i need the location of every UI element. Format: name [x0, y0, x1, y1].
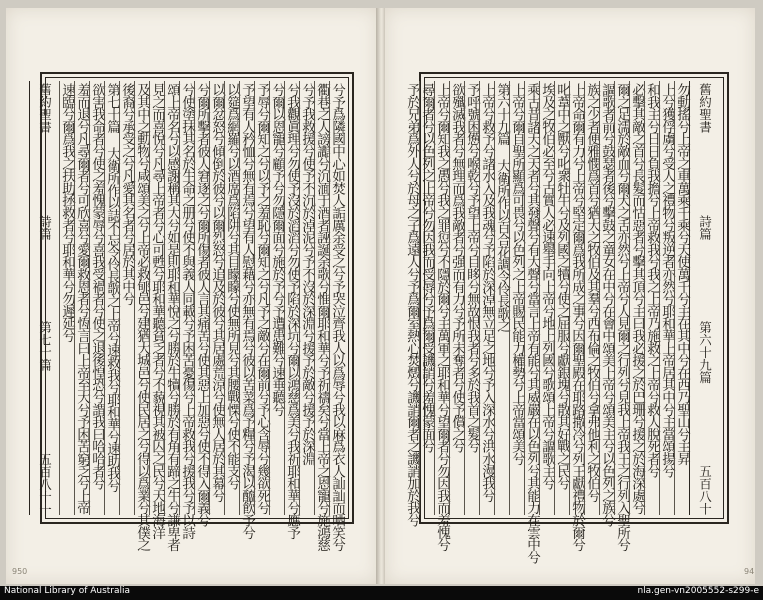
left-page: [6, 8, 378, 584]
text-column: 尋爾者兮以色列之上帝兮勿因我而受辱兮予爲爾受譏誚兮羞愧蒙面兮: [419, 81, 434, 515]
text-column: 頌上帝名兮以感謝稱其大兮如是則耶和華悅之兮勝於牛犢兮勝於有角有蹄之牛兮謙卑者: [164, 83, 180, 551]
left-margin-column: [29, 81, 59, 515]
text-column: 乘古昔諸天之天者兮其發聲兮有大聲兮當言上帝有能兮其威嚴在以色列兮其能力在雲中兮: [524, 83, 540, 563]
right-page: [385, 8, 755, 584]
text-column: 兮予爲隣國中心如焚人詬厲余受之兮予哭泣齊我人以爲辱兮我以麻爲衣人訕訕而哂笑兮: [329, 83, 345, 551]
text-column: 以爾忿怒兮傾倒於彼兮以爾烈怒兮追及於彼兮其居處荒涼兮使無人居於其幕兮: [209, 81, 224, 515]
text-column: 後裔兮承受之兮凡愛其名者兮居於其中兮: [119, 81, 134, 515]
text-column: 叱葦中之獸兮叱衆牡牛兮及列國之犢兮使之屈服兮獻銀塊兮散其好戰之民兮: [554, 81, 569, 515]
text-column: 欲害我命者兮使之羞愧蒙辱兮喜我受禍者兮使之退後惶恐兮謂我曰哈哈者兮: [89, 81, 104, 515]
text-column: 上帝兮救予兮諸水入及我魂兮予陷於深淖無立足之地兮予入深水兮洪水漫我兮: [479, 81, 494, 515]
text-column: 見之而喜悅兮凡尋上帝者兮心可甦兮耶和華聽貧乏者兮不藐視其被囚之民兮天地海洋: [149, 83, 165, 539]
text-column: 兮使塗抹其名於生命之册兮使不與義人同載兮予困苦憂傷兮上帝救我兮援我兮予以詩: [179, 83, 195, 539]
text-column: 上帝命爾有力兮上帝兮堅定爾爲我所成之事兮因爾聖殿在耶路撒冷兮列王獻禮物於爾兮: [569, 83, 585, 551]
right-text-columns: [404, 81, 719, 563]
text-column: 以筵爲網羅兮以酒席爲陷阱兮其目矇矇兮使無所見兮其腰戰慄兮使不能支兮: [224, 81, 239, 515]
footer-library-name: National Library of Australia: [4, 586, 131, 596]
page-number: 五百八十一: [37, 452, 53, 515]
left-page-frame: [37, 72, 354, 551]
text-column: 上帝兮爾知我之愚兮我之罪愆兮不隱於爾兮主萬軍之耶和華兮望爾者兮勿因我而羞愧兮: [434, 83, 450, 551]
text-column: 予辱兮爾知之兮以予之羞恥兮爾知之兮凡予之敵兮在爾前兮予心含辱兮幾欲死兮: [254, 83, 270, 514]
text-column: 予於兄弟爲外人兮於母之子爲遠人兮予爲爾室熱心焚燬兮譏誚爾者之譏誚加於我兮: [404, 83, 420, 526]
text-column: 兮予我救援兮使予不沉於淖泥兮予不沒於深淵兮援予於敵兮援予於深淵: [299, 81, 314, 515]
psalm-number: 第七十篇: [37, 321, 53, 371]
footer-bar: [0, 586, 763, 600]
text-column: 爾之足濡於敵血兮爾犬之舌亦然兮上帝兮人見爾之行列兮見我上帝我王之行列入聖所兮: [614, 83, 630, 551]
running-head: 舊約聖書: [697, 83, 713, 133]
right-page-frame: [404, 72, 729, 563]
text-column: 予望有人矜恤兮無有焉兮望有人慰藉兮亦無有焉兮彼以苦菜爲予糧兮予渴以醯飮予兮: [239, 83, 255, 539]
text-column: 兮爾以恩寵兮顧予兮勿隱爾面兮施於予兮予遭患難兮速垂聽兮: [269, 81, 284, 515]
text-column: 上兮獲俘虜兮受人之禮物兮叛逆者亦然兮耶和華上帝居其中兮主當頌揚兮: [659, 81, 674, 515]
text-column: 衢巷之人謗讟兮沉湎于酒者誣誕余歌兮惟爾耶和華兮予祈禱矣兮當上帝之恩寵兮施鴻慈: [314, 83, 330, 551]
text-column: 予呼號困憊兮喉乾兮予望上帝兮目眵兮無故恨我者兮多於我首之髮兮: [464, 81, 479, 515]
text-column: 和我主兮日日負我擔兮上帝救我兮我之上帝乃施救之上帝兮救人脫死者兮: [644, 81, 659, 515]
text-column: 速臨兮爾爲我之扶助拯救者兮耶和華兮勿遲延兮: [59, 81, 74, 515]
text-column: 族之少者便雅憫爲首兮猶大之牧伯及其羣兮西布倫之牧伯兮拿弗他利之牧伯兮: [584, 81, 599, 515]
text-column: 必擊其敵之首兮長髮而怙惡者兮擊其頂兮主曰我必援之於巴珊兮援之於海深處兮: [629, 83, 645, 514]
section-title: 詩篇: [37, 214, 53, 240]
text-column: 及其中之動物兮咸頌美之兮上帝必救郇邑兮建猶大城邑兮使民居之兮得以爲業兮其僕之: [134, 83, 150, 551]
psalm-heading-column: 第七十篇 大衛所作以誌不忘令伶長歌之上帝兮速救我兮耶和華兮速助我兮: [104, 81, 119, 515]
text-column: 兮我觀眞理兮勿使予沒於滔滔兮勿使予陷於深坑兮爾以鴻慈爲美兮我祈耶和華兮應予: [284, 83, 300, 539]
text-column: 勿動搖兮上帝之車萬乘千乘兮天使萬千兮主在其中兮在西乃聖山兮主昇: [674, 81, 689, 515]
footer-identifier: nla.gen-vn2005552-s299-e: [637, 586, 759, 596]
text-column: 埃及之牧伯必至兮古實人必速舉手向上帝兮地上列國兮歌頌上帝兮謳歌主兮: [539, 81, 554, 515]
text-column: 謳歌者前兮鼓瑟者後兮擊鼓之童女在中兮在會中頌美上帝兮頌美主兮以色列之族兮: [599, 83, 615, 526]
psalm-heading-column: 第六十九篇 大衛所作以百合花調令伶長歌之: [494, 81, 509, 515]
running-head: 舊約聖書: [37, 83, 53, 133]
text-column: 欲殲滅我者兮無理而爲我敵者兮强而有力兮予所未奪者兮使予償之兮: [449, 81, 464, 515]
left-text-columns: [37, 81, 345, 551]
text-column: 兮爾所擊者彼人窘逐之兮爾所傷者彼人言其痛苦兮使其惡上加惡兮使不得入爾義兮: [194, 83, 210, 526]
text-column: 羞而退兮凡尋爾者兮可欣喜兮愛爾救恩者兮恆言曰上帝至大兮予困苦窮乏兮上帝: [74, 83, 90, 514]
page-number: 五百八十: [697, 465, 713, 515]
pencil-folio-right: 94: [744, 567, 755, 576]
right-margin-column: [689, 81, 719, 515]
pencil-folio-left: 950: [12, 567, 28, 576]
section-title: 詩篇: [697, 214, 713, 240]
text-column: 上帝兮爾自聖所顯爲可畏兮以色列之上帝賜民能力權勢兮上帝當頌美兮: [509, 81, 524, 515]
psalm-number: 第六十九篇: [697, 321, 713, 384]
